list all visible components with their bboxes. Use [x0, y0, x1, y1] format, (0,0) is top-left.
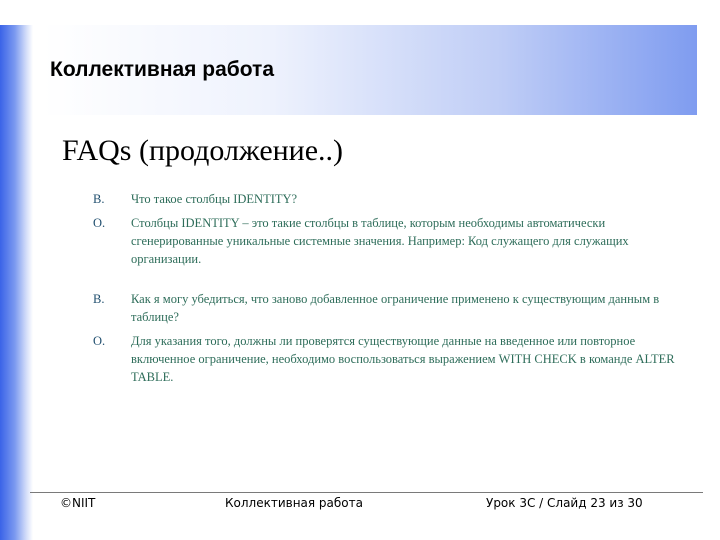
question-prefix: В. — [93, 292, 105, 306]
question-text: Как я могу убедиться, что заново добавленное ограничение применено к существующим данным в таблице? — [131, 292, 660, 324]
footer-page-number: Урок 3С / Слайд 23 из 30 — [486, 496, 643, 510]
footer-course: Коллективная работа — [225, 496, 363, 510]
header-title: Коллективная работа — [50, 58, 275, 81]
answer-2 — [93, 332, 678, 386]
left-accent-bar — [0, 25, 33, 540]
answer-prefix: О. — [93, 334, 106, 348]
slide-title: FAQs (продолжение..) — [62, 134, 344, 167]
answer-text: Для указания того, должны ли проверятся существующие данные на введенное или повторное включенное ограничение, необходимо воспользоваться выражением WITH CHECK в команде ALTER TABLE. — [131, 334, 675, 384]
footer-copyright: ©NIIT — [60, 496, 96, 510]
question-text: Что такое столбцы IDENTITY? — [131, 192, 298, 206]
footer-divider — [30, 492, 703, 493]
question-2 — [93, 290, 678, 326]
answer-prefix: О. — [93, 216, 106, 230]
qa-list — [93, 190, 678, 386]
answer-1 — [93, 214, 678, 268]
answer-text: Столбцы IDENTITY – это такие столбцы в таблице, которым необходимы автоматически сгенерированные уникальные системные значения. Например: Код служащего для служащих организации. — [131, 216, 629, 266]
question-prefix: В. — [93, 192, 105, 206]
question-1 — [93, 190, 678, 208]
